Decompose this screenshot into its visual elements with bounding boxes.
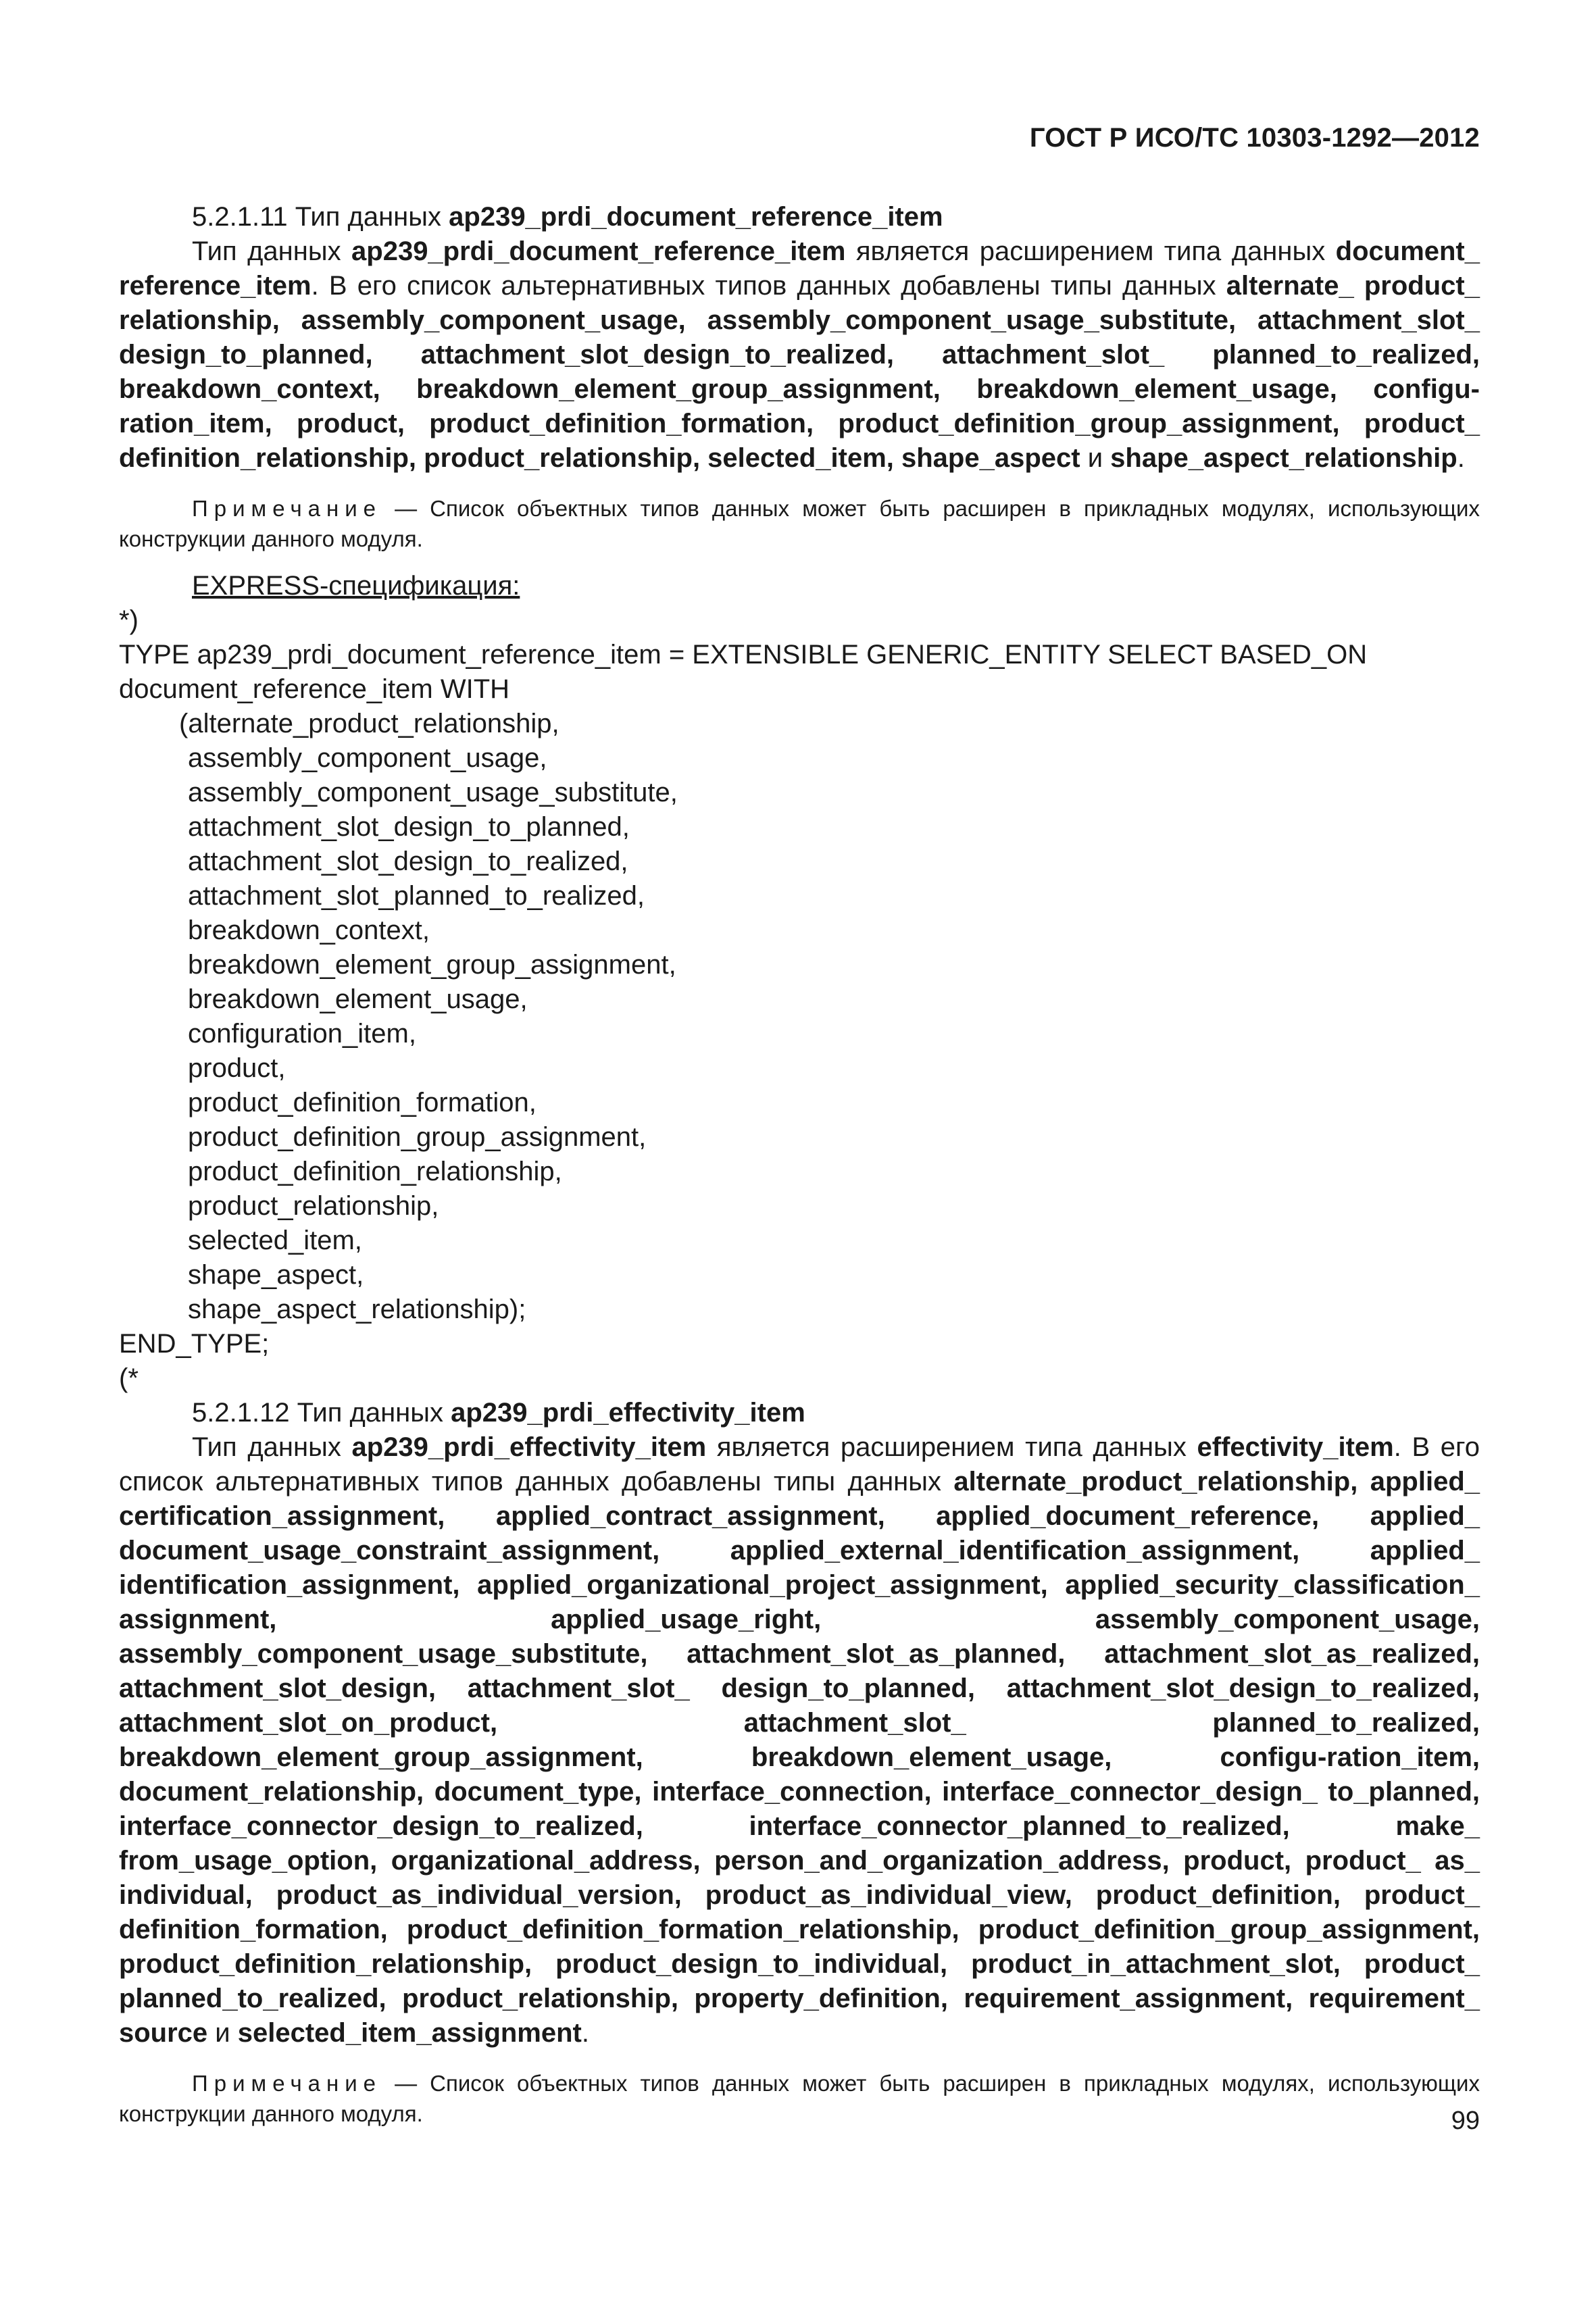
code-list-item: breakdown_element_usage,	[188, 984, 528, 1014]
code-list-item: product_relationship,	[188, 1191, 439, 1221]
section-heading-effectivity-item: 5.2.1.12 Тип данных ap239_prdi_effectivity_item	[192, 1398, 805, 1428]
code-list-item: selected_item,	[188, 1226, 362, 1255]
code-list-item: assembly_component_usage_substitute,	[188, 778, 678, 807]
code-list-item: assembly_component_usage,	[188, 743, 547, 773]
code-list-item: (alternate_product_relationship,	[179, 709, 559, 738]
page-content	[119, 200, 1480, 2129]
code-list-item: product_definition_formation,	[188, 1088, 537, 1117]
code-list-item: shape_aspect,	[188, 1260, 364, 1290]
note-paragraph: Примечание — Список объектных типов данных может быть расширен в прикладных модулях, использующих конструкции данного модуля.	[119, 496, 1480, 551]
code-select-list	[119, 707, 1480, 1327]
section-description-effectivity-item: Тип данных ap239_prdi_effectivity_item является расширением типа данных effectivity_item. В его список альтернативных типов данных добавлены типы данных alternate_product_relationship, applied_ certification_assignment, applied_contract_assignment, applied_document_reference, applied_ document_usage_constraint_assignment, applied_external_identification_assignment, applied_ identification_assignment, applied_organizational_project_assignment, applied_security_classification_ assignment, applied_usage_right, assembly_component_usage, assembly_component_usage_substitute, attachment_slot_as_planned, attachment_slot_as_realized, attachment_slot_design, attachment_slot_ design_to_planned, attachment_slot_design_to_realized, attachment_slot_on_product, attachment_slot_ planned_to_realized, breakdown_element_group_assignment, breakdown_element_usage, configu-ration_item, document_relationship, document_type, interface_connection, interface_connector_design_ to_planned, interface_connector_design_to_realized, interface_connector_planned_to_realized, make_ from_usage_option, organizational_address, person_and_organization_address, product, product_ as_ individual, product_as_individual_version, product_as_individual_view, product_definition, product_ definition_formation, product_definition_formation_relationship, product_definition_group_assignment, product_definition_relationship, product_design_to_individual, product_in_attachment_slot, product_ planned_to_realized, product_relationship, property_definition, requirement_assignment, requirement_ source и selected_item_assignment.	[119, 1432, 1480, 2048]
express-specification-heading: EXPRESS-спецификация:	[192, 571, 520, 601]
code-list-item: breakdown_element_group_assignment,	[188, 950, 676, 980]
code-list-item: breakdown_context,	[188, 915, 430, 945]
code-list-item: attachment_slot_design_to_realized,	[188, 847, 628, 876]
code-type-declaration-cont: document_reference_item WITH	[119, 674, 510, 704]
code-comment-open: *)	[119, 605, 139, 635]
page-number: 99	[1451, 2107, 1480, 2135]
code-list-item: shape_aspect_relationship);	[188, 1294, 526, 1324]
code-list-item: product,	[188, 1053, 286, 1083]
note-paragraph: Примечание — Список объектных типов данных может быть расширен в прикладных модулях, использующих конструкции данного модуля.	[119, 2071, 1480, 2126]
document-code-header: ГОСТ Р ИСО/ТС 10303-1292—2012	[1029, 123, 1480, 153]
code-list-item: configuration_item,	[188, 1019, 416, 1049]
code-list-item: product_definition_relationship,	[188, 1157, 562, 1186]
code-list-item: product_definition_group_assignment,	[188, 1122, 647, 1152]
code-list-item: attachment_slot_planned_to_realized,	[188, 881, 645, 911]
code-comment-close: (*	[119, 1363, 139, 1393]
code-end-type: END_TYPE;	[119, 1329, 270, 1359]
code-type-declaration: TYPE ap239_prdi_document_reference_item = EXTENSIBLE GENERIC_ENTITY SELECT BASED_ON	[119, 640, 1368, 670]
code-list-item: attachment_slot_design_to_planned,	[188, 812, 630, 842]
section-description-document-reference-item: Тип данных ap239_prdi_document_reference_item является расширением типа данных document_ reference_item. В его список альтернативных типов данных добавлены типы данных alternate_ product_ relationship, assembly_component_usage, assembly_component_usage_substitute, attachment_slot_ design_to_planned, attachment_slot_design_to_realized, attachment_slot_ planned_to_realized, breakdown_context, breakdown_element_group_assignment, breakdown_element_usage, configu-ration_item, product, product_definition_formation, product_definition_group_assignment, product_ definition_relationship, product_relationship, selected_item, shape_aspect и shape_aspect_relationship.	[119, 236, 1480, 473]
section-heading-document-reference-item: 5.2.1.11 Тип данных ap239_prdi_document_reference_item	[192, 202, 943, 232]
